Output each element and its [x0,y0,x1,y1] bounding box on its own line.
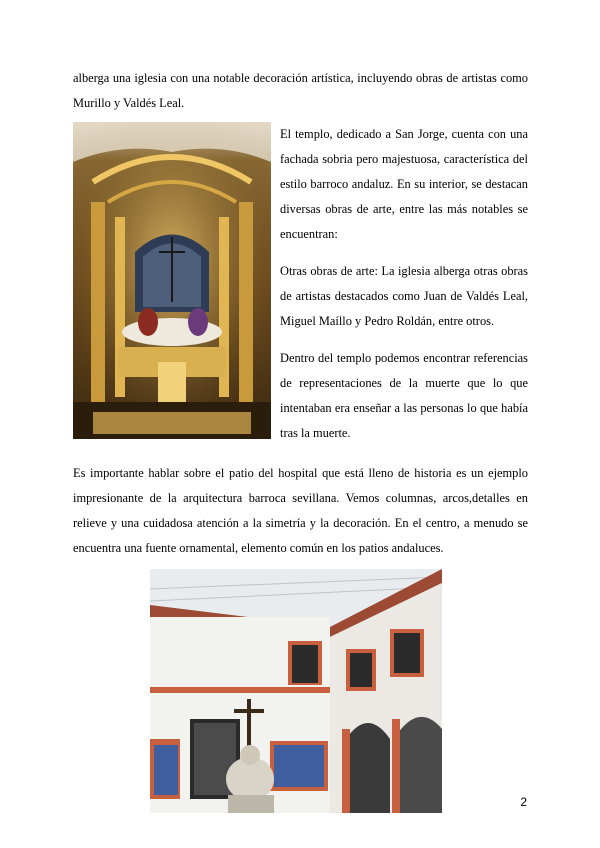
templo-paragraph: El templo, dedicado a San Jorge, cuenta con una fachada sobria pero majestuosa, característica del estilo barroco andaluz. En su interior, se destacan diversas obras de arte, entre las más notables se encuentran: [280,127,528,241]
altarpiece-photo [73,122,271,439]
patio-paragraph: Es importante hablar sobre el patio del hospital que está lleno de historia es un ejemplo impresionante de la arquitectura barroca sevillana. Vemos columnas, arcos,detalles en relieve y una cuidadosa atención a la simetría y la decoración. En el centro, a menudo se encuentra una fuente ornamental, elemento común en los patios andaluces. [73,466,528,555]
intro-paragraph: alberga una iglesia con una notable decoración artística, incluyendo obras de artistas como Murillo y Valdés Leal. [73,71,528,110]
muerte-paragraph: Dentro del templo podemos encontrar referencias de representaciones de la muerte que lo que intentaban era enseñar a las personas lo que había tras la muerte. [280,351,528,440]
page-number: 2 [520,795,527,809]
right-text-column [280,122,528,458]
otras-obras-paragraph: Otras obras de arte: La iglesia alberga otras obras de artistas destacados como Juan de Valdés Leal, Miguel Maíllo y Pedro Roldán, entre otros. [280,264,528,328]
patio-photo [150,569,442,813]
